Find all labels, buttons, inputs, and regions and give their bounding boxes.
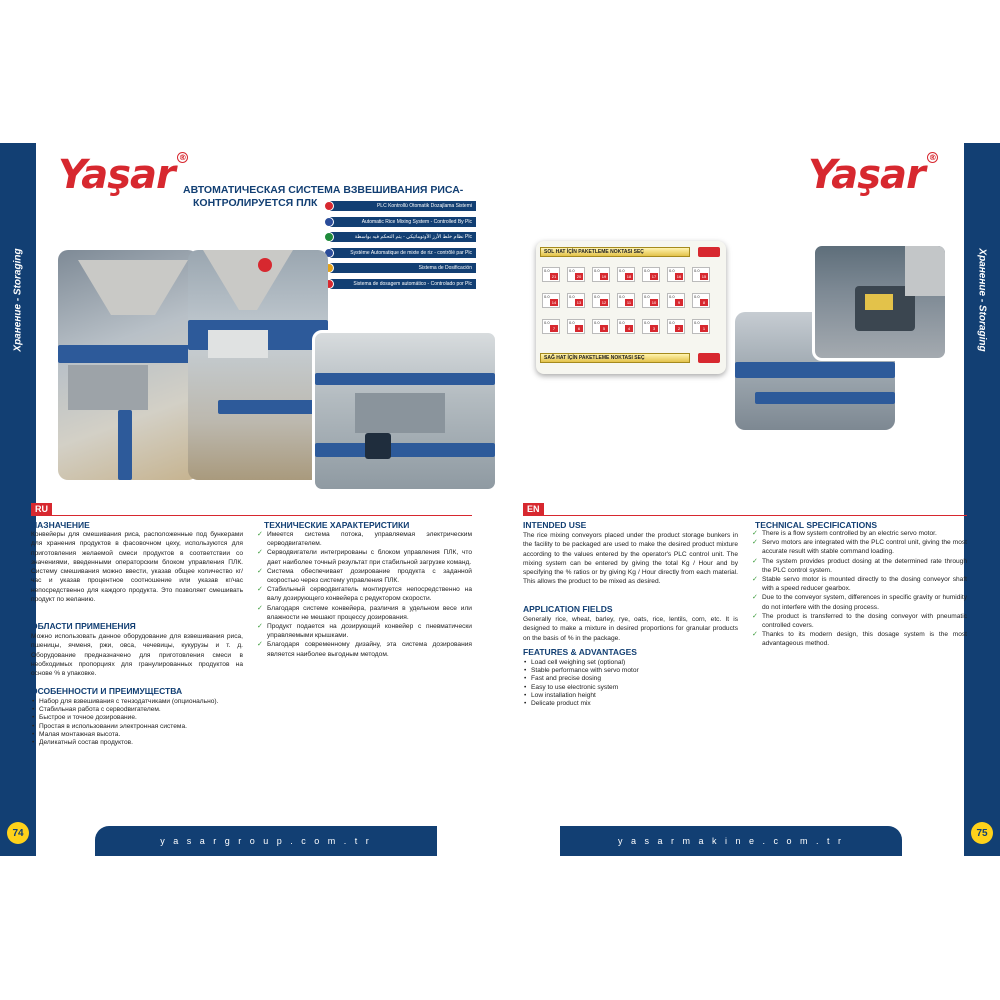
left-footer-url[interactable]: y a s a r g r o u p . c o m . t r: [95, 826, 437, 856]
screen-cell-value: 0.0: [569, 268, 575, 273]
screen-cell: [692, 319, 710, 334]
screen-cell-value: 0.0: [544, 294, 550, 299]
screen-cell-number: 7: [550, 325, 558, 332]
en-intended-use-text: The rice mixing conveyors placed under the product storage bunkers in the facility to be packaged are used to make the desired product mixture according to the values entered by the operator's PLC control unit. The mixing system can be entered by giving the total Kg / Hour and by specifying the % ratios or by giving Kg / Hour directly from each material. This allows the product to be mixed as desired.: [523, 532, 738, 586]
screen-cell: [667, 319, 685, 334]
list-item: • Fast and precise dosing: [523, 675, 738, 683]
screen-cell-number: 17: [651, 274, 657, 279]
en-tech-heading: TECHNICAL SPECIFICATIONS: [755, 520, 877, 530]
screen-cell-value: 0.0: [619, 320, 625, 325]
screen-cell-value: 0.0: [669, 320, 675, 325]
check-item: ✓ Система обеспечивает дозирование продукта с заданной скоростью через систему управления ПЛК.: [257, 567, 472, 585]
list-item: • Быстрое и точное дозирование.: [31, 714, 243, 722]
ru-application-heading: ОБЛАСТИ ПРИМЕНЕНИЯ: [31, 621, 136, 631]
check-item: ✓ The product is transferred to the dosing conveyor with pneumatic controlled covers.: [752, 612, 967, 630]
language-bar: Sistema de dosagem automático - Controlado por Plc: [330, 279, 476, 289]
screen-cell-number: 11: [626, 300, 632, 305]
check-item: ✓ Благодаря современному дизайну, эта система дозирования является наиболее выгодным методом.: [257, 640, 472, 658]
ru-section-header: [31, 503, 472, 516]
check-item: ✓ Серводвигатели интегрированы с блоком управления ПЛК, что дает наиболее точный результат при стабильной загрузке команд.: [257, 548, 472, 566]
screen-cell-value: 0.0: [619, 268, 625, 273]
check-item: ✓ Имеется система потока, управляемая электрическим серводвигателем.: [257, 530, 472, 548]
screen-cell-value: 0.0: [694, 294, 700, 299]
screen-cell-value: 0.0: [594, 268, 600, 273]
ru-tech-heading: ТЕХНИЧЕСКИЕ ХАРАКТЕРИСТИКИ: [264, 520, 410, 530]
screen-cell: [542, 319, 560, 334]
language-bar: نظام خلط الأرز الأوتوماتيكي - يتم التحكم فيه بواسطة Plc: [330, 232, 476, 242]
screen-cell-number: 16: [676, 274, 682, 279]
list-item: • Стабильная работа с сервodвигателем.: [31, 706, 243, 714]
screen-cell-number: 21: [551, 274, 557, 279]
ru-application-text: Можно использовать данное оборудование для взвешивания риса, пшеницы, ячменя, ржи, овса, чечевицы, кукурузы и т. д. Оборудование предназначено для приготовления смеси в необходимых пропорциях для гранулированных продуктов на основе % в упаковке.: [31, 633, 243, 678]
plc-touch-screen: [536, 241, 726, 374]
screen-cell: [542, 293, 560, 308]
language-bar: PLC Kontrollü Otomatik Dozajlama Sistemi: [330, 201, 476, 211]
screen-cell: [617, 319, 635, 334]
list-item: • Delicate product mix: [523, 700, 738, 708]
right-side-label: Хранение - Storaging: [976, 248, 988, 352]
en-intended-use-heading: INTENDED USE: [523, 520, 587, 530]
registered-icon: ®: [928, 153, 936, 162]
screen-cell-value: 0.0: [544, 268, 550, 273]
screen-cell: [617, 293, 635, 308]
list-item: • Stable performance with servo motor: [523, 667, 738, 675]
check-item: ✓ Servo motors are integrated with the PLC control unit, giving the most accurate result with stable command loading.: [752, 538, 967, 556]
screen-cell: [542, 267, 560, 282]
en-application-text: Generally rice, wheat, barley, rye, oats, rice, lentils, corn, etc. It is designed to make a mixture in desired proportions for granular products on the basis of % in the package.: [523, 616, 738, 642]
screen-cell-value: 0.0: [594, 294, 600, 299]
en-features-list: [523, 659, 738, 708]
right-page-number: 75: [971, 822, 993, 844]
screen-cell-number: 5: [600, 325, 608, 332]
screen-cell-value: 0.0: [694, 320, 700, 325]
list-item: • Простая в использовании электронная система.: [31, 723, 243, 731]
screen-cell: [617, 267, 635, 282]
screen-cell-value: 0.0: [619, 294, 625, 299]
screen-cell-number: 13: [576, 300, 582, 305]
screen-cell-number: 3: [650, 325, 658, 332]
right-footer-url[interactable]: y a s a r m a k i n e . c o m . t r: [560, 826, 902, 856]
screen-cell: [592, 293, 610, 308]
screen-cell-value: 0.0: [669, 294, 675, 299]
check-item: ✓ Due to the conveyor system, differences in specific gravity or humidity do not interfere with the dosing process.: [752, 593, 967, 611]
screen-cell-value: 0.0: [569, 294, 575, 299]
en-tag: EN: [523, 503, 544, 515]
list-item: • Load cell weighing set (optional): [523, 659, 738, 667]
screen-cell: [642, 319, 660, 334]
flag-icon: [324, 217, 334, 227]
screen-cell-number: 20: [576, 274, 582, 279]
photo-rice-hoppers: [58, 250, 198, 480]
check-item: ✓ There is a flow system controlled by an electric servo motor.: [752, 529, 967, 538]
check-item: ✓ Продукт подается на дозирующий конвейер с пневматически управляемыми крышками.: [257, 622, 472, 640]
screen-cell-value: 0.0: [669, 268, 675, 273]
screen-cell-number: 15: [701, 274, 707, 279]
screen-cell: [692, 293, 710, 308]
screen-cell-number: 10: [651, 300, 657, 305]
ru-features-list: [31, 698, 243, 747]
ru-tag: RU: [31, 503, 52, 515]
photo-servo-motor: [812, 243, 948, 361]
right-logo: [808, 152, 938, 198]
screen-cell-number: 18: [626, 274, 632, 279]
screen-cell: [642, 267, 660, 282]
check-item: ✓ Благодаря системе конвейера, различия в удельном весе или влажности не мешают процессу дозирования.: [257, 604, 472, 622]
left-logo-text: Yaşar: [58, 152, 175, 198]
title-line-2: КОНТРОЛИРУЕТСЯ ПЛК: [193, 197, 318, 209]
check-item: ✓ Stable servo motor is mounted directly to the dosing conveyor shaft with a speed reducer gearbox.: [752, 575, 967, 593]
left-page-number: 74: [7, 822, 29, 844]
screen-cell-number: 1: [700, 325, 708, 332]
screen-cell-value: 0.0: [544, 320, 550, 325]
screen-cell-value: 0.0: [644, 268, 650, 273]
left-logo: [58, 152, 188, 198]
flag-icon: [324, 232, 334, 242]
check-item: ✓ Стабильный серводвигатель монтируется непосредственно на валу дозирующего конвейера с редуктором скорости.: [257, 585, 472, 603]
screen-cell: [642, 293, 660, 308]
screen-cell: [592, 267, 610, 282]
photo-conveyor-line: [312, 330, 498, 492]
list-item: • Easy to use electronic system: [523, 684, 738, 692]
screen-cell: [567, 293, 585, 308]
check-item: ✓ Thanks to its modern design, this dosage system is the most advantageous method.: [752, 630, 967, 648]
list-item: • Малая монтажная высота.: [31, 731, 243, 739]
en-features-heading: FEATURES & ADVANTAGES: [523, 647, 637, 657]
language-bar: Sistema de Dosificación: [330, 263, 476, 273]
screen-cell: [567, 319, 585, 334]
check-item: ✓ The system provides product dosing at the determined rate through the PLC control system.: [752, 557, 967, 575]
en-application-heading: APPLICATION FIELDS: [523, 604, 613, 614]
screen-top-bar: SOL HAT İÇİN PAKETLEME NOKTASI SEÇ: [540, 247, 690, 257]
list-item: • Набор для взвешивания с тензодатчиками (опционально).: [31, 698, 243, 706]
en-section-header: [523, 503, 967, 516]
right-logo-text: Yaşar: [808, 152, 925, 198]
screen-cell-number: 12: [601, 300, 607, 305]
list-item: • Low installation height: [523, 692, 738, 700]
left-side-label: Хранение - Storaging: [12, 248, 24, 352]
language-bar: Système Automatique de mixte de riz - contrôlé par Plc: [330, 248, 476, 258]
title-line-1: АВТОМАТИЧЕСКАЯ СИСТЕМА ВЗВЕШИВАНИЯ РИСА-: [183, 184, 464, 196]
ru-tech-list: [257, 530, 472, 659]
screen-cell-value: 0.0: [694, 268, 700, 273]
screen-cell-number: 4: [625, 325, 633, 332]
screen-cell-value: 0.0: [644, 320, 650, 325]
photo-dosing-conveyor: [188, 250, 328, 480]
list-item: • Деликатный состав продуктов.: [31, 739, 243, 747]
screen-cell-number: 6: [575, 325, 583, 332]
screen-cell-number: 14: [551, 300, 557, 305]
screen-cell: [692, 267, 710, 282]
screen-cell-value: 0.0: [644, 294, 650, 299]
language-bar: Automatic Rice Mixing System - Controlled By Plc: [330, 217, 476, 227]
screen-cell-value: 0.0: [569, 320, 575, 325]
ru-intended-use-text: Конвейеры для смешивания риса, расположенные под бункерами для хранения продуктов в фасовочном цеху, используются для приготовления желаемой смеси продуктов в соответствии со значениями, введенными операторским блоком управления ПЛК. Систему смешивания можно ввести, указав общее количество кг/час и указав процентное соотношение или указав кг/час непосредственно для каждого продукта. Это позволяет смешивать продукт по желанию.: [31, 531, 243, 604]
registered-icon: ®: [178, 153, 186, 162]
screen-top-button: [698, 247, 720, 257]
screen-cell-value: 0.0: [594, 320, 600, 325]
ru-features-heading: ОСОБЕННОСТИ И ПРЕИМУЩЕСТВА: [31, 686, 183, 696]
en-tech-list: [752, 529, 967, 649]
screen-cell-number: 2: [675, 325, 683, 332]
screen-cell-number: 8: [700, 299, 708, 306]
screen-cell-number: 19: [601, 274, 607, 279]
ru-intended-use-heading: НАЗНАЧЕНИЕ: [31, 520, 90, 530]
screen-cell: [592, 319, 610, 334]
screen-cell-number: 9: [675, 299, 683, 306]
screen-cell: [667, 293, 685, 308]
screen-bottom-bar: SAĞ HAT İÇİN PAKETLEME NOKTASI SEÇ: [540, 353, 690, 363]
screen-cell: [567, 267, 585, 282]
screen-bottom-button: [698, 353, 720, 363]
screen-cell: [667, 267, 685, 282]
flag-icon: [324, 201, 334, 211]
